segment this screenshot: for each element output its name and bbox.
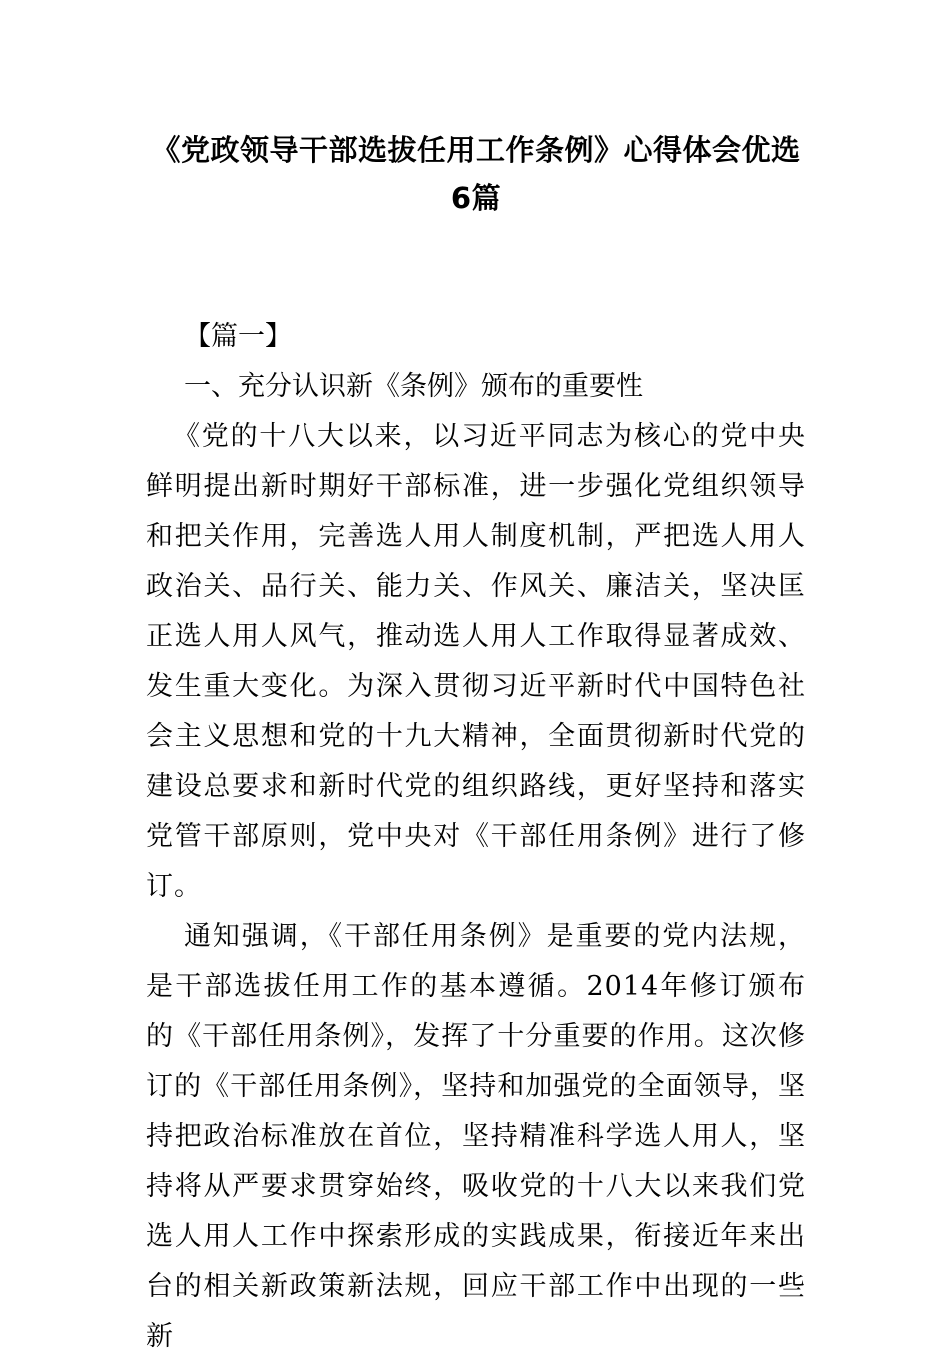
section-label: 【篇一】	[184, 321, 292, 352]
paragraph-1: 《党的十八大以来，以习近平同志为核心的党中央鲜明提出新时期好干部标准，进一步强化党组织领导和把关作用，完善选人用人制度机制，严把选人用人政治关、品行关、能力关、作风关、廉洁关，坚决匡正选人用人风气，推动选人用人工作取得显著成效、发生重大变化。为深入贯彻习近平新时代中国特色社会主义思想和党的十九大精神，全面贯彻新时代党的建设总要求和新时代党的组织路线，更好坚持和落实党管干部原则，党中央对《干部任用条例》进行了修订。	[146, 421, 806, 902]
title-line-2: 6篇	[450, 181, 502, 215]
section-heading: 一、充分认识新《条例》颁布的重要性	[184, 371, 643, 402]
paragraph-2: 通知强调，《干部任用条例》是重要的党内法规，是干部选拔任用工作的基本遵循。2014年修订颁布的《干部任用条例》，发挥了十分重要的作用。这次修订的《干部任用条例》，坚持和加强党的全面领导，坚持把政治标准放在首位，坚持精准科学选人用人，坚持将从严要求贯穿始终，吸收党的十八大以来我们党选人用人工作中探索形成的实践成果，衔接近年来出台的相关新政策新法规，回应干部工作中出现的一些新	[146, 921, 806, 1352]
document-title	[146, 126, 806, 222]
document-page	[146, 126, 806, 1362]
title-line-1: 《党政领导干部选拔任用工作条例》心得体会优选	[151, 133, 801, 167]
